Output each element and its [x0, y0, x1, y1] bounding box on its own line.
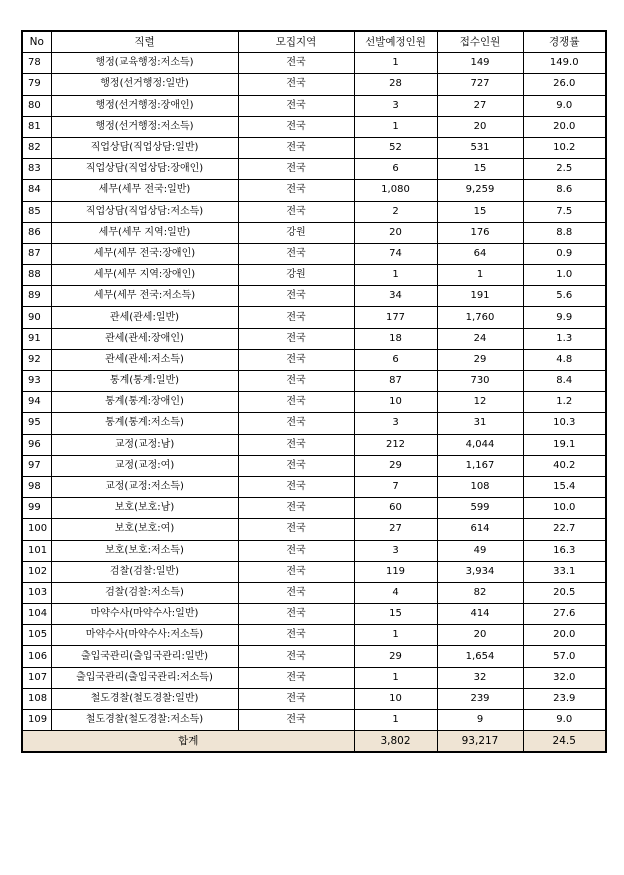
cell-region: 전국 — [238, 349, 354, 370]
table-row — [22, 519, 606, 540]
cell-title: 보호(보호:남) — [51, 498, 238, 519]
cell-region: 강원 — [238, 222, 354, 243]
cell-no: 80 — [22, 95, 51, 116]
cell-planned: 6 — [354, 159, 437, 180]
cell-ratio: 0.9 — [523, 243, 606, 264]
cell-applied: 15 — [437, 159, 523, 180]
cell-ratio: 33.1 — [523, 561, 606, 582]
table-row — [22, 561, 606, 582]
cell-ratio: 15.4 — [523, 476, 606, 497]
cell-applied: 82 — [437, 582, 523, 603]
cell-planned: 10 — [354, 392, 437, 413]
cell-applied: 3,934 — [437, 561, 523, 582]
table-row — [22, 455, 606, 476]
cell-applied: 9,259 — [437, 180, 523, 201]
cell-title: 세무(세무 지역:일반) — [51, 222, 238, 243]
cell-ratio: 1.3 — [523, 328, 606, 349]
cell-applied: 20 — [437, 116, 523, 137]
cell-title: 출입국관리(출입국관리:일반) — [51, 646, 238, 667]
cell-applied: 12 — [437, 392, 523, 413]
cell-region: 전국 — [238, 519, 354, 540]
cell-title: 세무(세무 전국:장애인) — [51, 243, 238, 264]
cell-planned: 212 — [354, 434, 437, 455]
cell-planned: 60 — [354, 498, 437, 519]
cell-ratio: 8.6 — [523, 180, 606, 201]
cell-region: 전국 — [238, 604, 354, 625]
header-ratio: 경쟁률 — [523, 31, 606, 53]
cell-ratio: 57.0 — [523, 646, 606, 667]
table-row — [22, 349, 606, 370]
table-row — [22, 265, 606, 286]
cell-planned: 15 — [354, 604, 437, 625]
cell-planned: 1,080 — [354, 180, 437, 201]
cell-applied: 414 — [437, 604, 523, 625]
cell-no: 79 — [22, 74, 51, 95]
cell-region: 전국 — [238, 371, 354, 392]
cell-applied: 29 — [437, 349, 523, 370]
cell-applied: 531 — [437, 137, 523, 158]
cell-planned: 4 — [354, 582, 437, 603]
cell-region: 전국 — [238, 540, 354, 561]
cell-planned: 3 — [354, 413, 437, 434]
cell-ratio: 16.3 — [523, 540, 606, 561]
cell-applied: 1 — [437, 265, 523, 286]
cell-region: 전국 — [238, 455, 354, 476]
cell-ratio: 8.4 — [523, 371, 606, 392]
cell-region: 전국 — [238, 328, 354, 349]
table-row — [22, 201, 606, 222]
cell-planned: 20 — [354, 222, 437, 243]
cell-ratio: 9.0 — [523, 95, 606, 116]
cell-planned: 18 — [354, 328, 437, 349]
cell-no: 103 — [22, 582, 51, 603]
cell-applied: 1,167 — [437, 455, 523, 476]
recruitment-competition-table — [21, 30, 607, 753]
cell-applied: 32 — [437, 667, 523, 688]
cell-no: 100 — [22, 519, 51, 540]
cell-applied: 149 — [437, 53, 523, 74]
cell-ratio: 10.3 — [523, 413, 606, 434]
table-row — [22, 476, 606, 497]
cell-no: 86 — [22, 222, 51, 243]
cell-region: 전국 — [238, 688, 354, 709]
cell-title: 통계(통계:일반) — [51, 371, 238, 392]
total-applied: 93,217 — [437, 731, 523, 753]
header-applied: 접수인원 — [437, 31, 523, 53]
cell-title: 행정(선거행정:장애인) — [51, 95, 238, 116]
cell-no: 90 — [22, 307, 51, 328]
table-row — [22, 74, 606, 95]
cell-title: 행정(선거행정:일반) — [51, 74, 238, 95]
cell-planned: 6 — [354, 349, 437, 370]
cell-no: 99 — [22, 498, 51, 519]
cell-applied: 9 — [437, 710, 523, 731]
cell-applied: 4,044 — [437, 434, 523, 455]
cell-applied: 49 — [437, 540, 523, 561]
cell-no: 106 — [22, 646, 51, 667]
header-no: No — [22, 31, 51, 53]
cell-region: 전국 — [238, 243, 354, 264]
cell-applied: 730 — [437, 371, 523, 392]
table-row — [22, 307, 606, 328]
table-row — [22, 604, 606, 625]
table-row — [22, 116, 606, 137]
cell-region: 전국 — [238, 116, 354, 137]
cell-no: 78 — [22, 53, 51, 74]
cell-region: 전국 — [238, 646, 354, 667]
cell-region: 전국 — [238, 710, 354, 731]
table-row — [22, 667, 606, 688]
cell-title: 관세(관세:장애인) — [51, 328, 238, 349]
total-planned: 3,802 — [354, 731, 437, 753]
cell-no: 88 — [22, 265, 51, 286]
cell-ratio: 5.6 — [523, 286, 606, 307]
cell-ratio: 20.5 — [523, 582, 606, 603]
cell-planned: 3 — [354, 540, 437, 561]
cell-ratio: 9.0 — [523, 710, 606, 731]
cell-no: 91 — [22, 328, 51, 349]
cell-region: 전국 — [238, 582, 354, 603]
table-row — [22, 286, 606, 307]
cell-applied: 176 — [437, 222, 523, 243]
cell-no: 94 — [22, 392, 51, 413]
cell-planned: 34 — [354, 286, 437, 307]
cell-applied: 1,654 — [437, 646, 523, 667]
cell-no: 89 — [22, 286, 51, 307]
cell-no: 92 — [22, 349, 51, 370]
table-row — [22, 710, 606, 731]
table-row — [22, 688, 606, 709]
cell-applied: 1,760 — [437, 307, 523, 328]
table-row — [22, 434, 606, 455]
cell-applied: 31 — [437, 413, 523, 434]
cell-no: 97 — [22, 455, 51, 476]
cell-ratio: 1.0 — [523, 265, 606, 286]
cell-planned: 1 — [354, 265, 437, 286]
cell-region: 전국 — [238, 413, 354, 434]
cell-region: 전국 — [238, 286, 354, 307]
cell-applied: 191 — [437, 286, 523, 307]
cell-title: 세무(세무 전국:일반) — [51, 180, 238, 201]
cell-applied: 599 — [437, 498, 523, 519]
cell-no: 101 — [22, 540, 51, 561]
cell-no: 108 — [22, 688, 51, 709]
total-label: 합계 — [22, 731, 354, 753]
cell-region: 전국 — [238, 74, 354, 95]
cell-title: 철도경찰(철도경찰:저소득) — [51, 710, 238, 731]
cell-region: 전국 — [238, 95, 354, 116]
cell-planned: 27 — [354, 519, 437, 540]
cell-title: 마약수사(마약수사:일반) — [51, 604, 238, 625]
cell-applied: 108 — [437, 476, 523, 497]
total-ratio: 24.5 — [523, 731, 606, 753]
cell-title: 검찰(검찰:일반) — [51, 561, 238, 582]
table-row — [22, 53, 606, 74]
cell-planned: 1 — [354, 53, 437, 74]
cell-planned: 119 — [354, 561, 437, 582]
cell-region: 전국 — [238, 498, 354, 519]
cell-ratio: 8.8 — [523, 222, 606, 243]
cell-planned: 177 — [354, 307, 437, 328]
cell-ratio: 1.2 — [523, 392, 606, 413]
cell-no: 82 — [22, 137, 51, 158]
cell-planned: 1 — [354, 667, 437, 688]
cell-region: 전국 — [238, 625, 354, 646]
cell-region: 전국 — [238, 180, 354, 201]
cell-ratio: 23.9 — [523, 688, 606, 709]
cell-planned: 87 — [354, 371, 437, 392]
cell-title: 세무(세무 전국:저소득) — [51, 286, 238, 307]
cell-region: 전국 — [238, 561, 354, 582]
cell-ratio: 22.7 — [523, 519, 606, 540]
cell-ratio: 20.0 — [523, 625, 606, 646]
cell-title: 세무(세무 지역:장애인) — [51, 265, 238, 286]
cell-applied: 20 — [437, 625, 523, 646]
cell-title: 보호(보호:여) — [51, 519, 238, 540]
table-row — [22, 498, 606, 519]
header-title: 직렬 — [51, 31, 238, 53]
table-row — [22, 159, 606, 180]
cell-ratio: 9.9 — [523, 307, 606, 328]
table-row — [22, 582, 606, 603]
cell-ratio: 2.5 — [523, 159, 606, 180]
cell-title: 교정(교정:여) — [51, 455, 238, 476]
cell-planned: 29 — [354, 646, 437, 667]
cell-no: 102 — [22, 561, 51, 582]
cell-title: 직업상담(직업상담:일반) — [51, 137, 238, 158]
cell-title: 직업상담(직업상담:저소득) — [51, 201, 238, 222]
header-planned: 선발예정인원 — [354, 31, 437, 53]
cell-no: 107 — [22, 667, 51, 688]
table-row — [22, 137, 606, 158]
cell-ratio: 10.0 — [523, 498, 606, 519]
cell-region: 전국 — [238, 201, 354, 222]
cell-applied: 614 — [437, 519, 523, 540]
cell-planned: 52 — [354, 137, 437, 158]
cell-applied: 64 — [437, 243, 523, 264]
cell-no: 95 — [22, 413, 51, 434]
cell-no: 109 — [22, 710, 51, 731]
cell-ratio: 40.2 — [523, 455, 606, 476]
header-region: 모집지역 — [238, 31, 354, 53]
table-row — [22, 328, 606, 349]
cell-applied: 239 — [437, 688, 523, 709]
cell-title: 마약수사(마약수사:저소득) — [51, 625, 238, 646]
cell-planned: 1 — [354, 625, 437, 646]
cell-no: 87 — [22, 243, 51, 264]
table-row — [22, 371, 606, 392]
cell-region: 강원 — [238, 265, 354, 286]
cell-region: 전국 — [238, 137, 354, 158]
cell-planned: 2 — [354, 201, 437, 222]
table-row — [22, 180, 606, 201]
cell-no: 84 — [22, 180, 51, 201]
cell-no: 96 — [22, 434, 51, 455]
cell-region: 전국 — [238, 307, 354, 328]
cell-no: 104 — [22, 604, 51, 625]
cell-ratio: 149.0 — [523, 53, 606, 74]
cell-planned: 3 — [354, 95, 437, 116]
cell-ratio: 26.0 — [523, 74, 606, 95]
cell-ratio: 27.6 — [523, 604, 606, 625]
cell-title: 출입국관리(출입국관리:저소득) — [51, 667, 238, 688]
cell-title: 철도경찰(철도경찰:일반) — [51, 688, 238, 709]
cell-no: 93 — [22, 371, 51, 392]
cell-applied: 27 — [437, 95, 523, 116]
cell-title: 검찰(검찰:저소득) — [51, 582, 238, 603]
table-row — [22, 413, 606, 434]
cell-region: 전국 — [238, 476, 354, 497]
cell-region: 전국 — [238, 434, 354, 455]
cell-applied: 15 — [437, 201, 523, 222]
cell-planned: 1 — [354, 116, 437, 137]
table-row — [22, 392, 606, 413]
total-row — [22, 731, 606, 753]
cell-title: 행정(교육행정:저소득) — [51, 53, 238, 74]
table-row — [22, 222, 606, 243]
cell-region: 전국 — [238, 159, 354, 180]
table-row — [22, 540, 606, 561]
cell-title: 행정(선거행정:저소득) — [51, 116, 238, 137]
cell-region: 전국 — [238, 667, 354, 688]
cell-no: 98 — [22, 476, 51, 497]
cell-ratio: 32.0 — [523, 667, 606, 688]
table-row — [22, 625, 606, 646]
cell-title: 통계(통계:장애인) — [51, 392, 238, 413]
cell-no: 81 — [22, 116, 51, 137]
cell-region: 전국 — [238, 392, 354, 413]
cell-ratio: 4.8 — [523, 349, 606, 370]
cell-ratio: 10.2 — [523, 137, 606, 158]
cell-title: 보호(보호:저소득) — [51, 540, 238, 561]
cell-planned: 10 — [354, 688, 437, 709]
cell-title: 교정(교정:남) — [51, 434, 238, 455]
cell-applied: 727 — [437, 74, 523, 95]
cell-no: 105 — [22, 625, 51, 646]
cell-ratio: 19.1 — [523, 434, 606, 455]
cell-planned: 74 — [354, 243, 437, 264]
cell-applied: 24 — [437, 328, 523, 349]
cell-no: 83 — [22, 159, 51, 180]
cell-planned: 7 — [354, 476, 437, 497]
cell-title: 관세(관세:저소득) — [51, 349, 238, 370]
cell-title: 관세(관세:일반) — [51, 307, 238, 328]
cell-ratio: 20.0 — [523, 116, 606, 137]
table-body — [22, 53, 606, 731]
header-row — [22, 31, 606, 53]
table-row — [22, 243, 606, 264]
cell-no: 85 — [22, 201, 51, 222]
cell-planned: 28 — [354, 74, 437, 95]
cell-planned: 1 — [354, 710, 437, 731]
cell-title: 통계(통계:저소득) — [51, 413, 238, 434]
table-row — [22, 646, 606, 667]
cell-ratio: 7.5 — [523, 201, 606, 222]
cell-title: 교정(교정:저소득) — [51, 476, 238, 497]
table-row — [22, 95, 606, 116]
cell-title: 직업상담(직업상담:장애인) — [51, 159, 238, 180]
cell-region: 전국 — [238, 53, 354, 74]
cell-planned: 29 — [354, 455, 437, 476]
